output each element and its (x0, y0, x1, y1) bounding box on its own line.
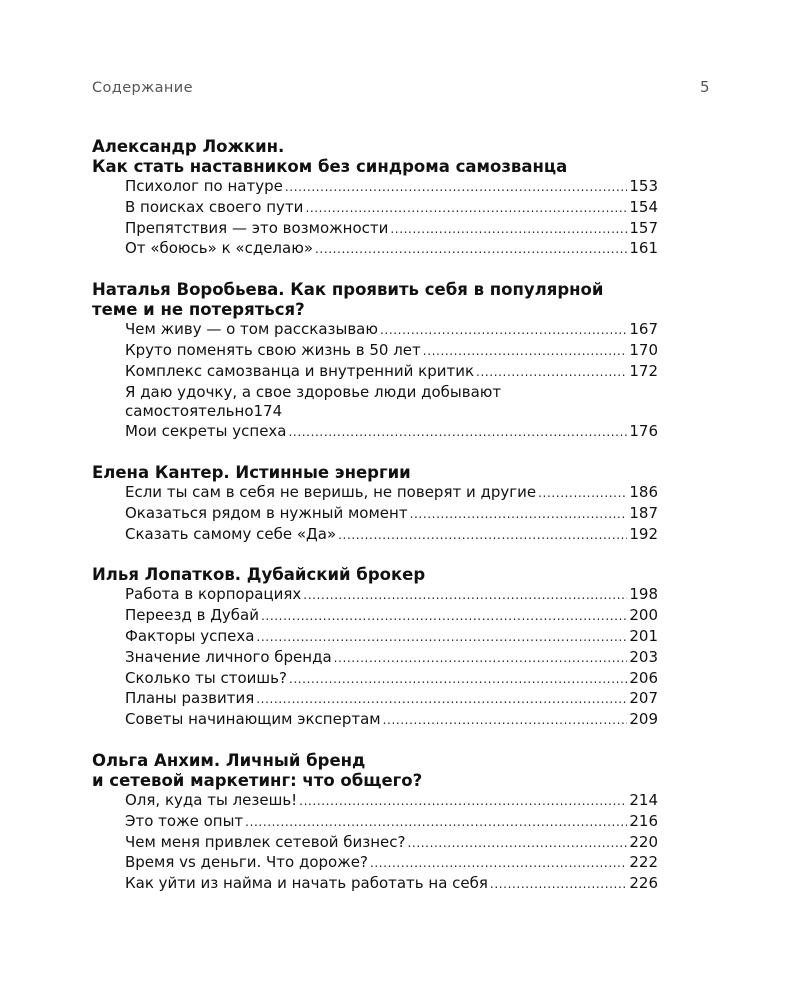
toc-entry-title: Оказаться рядом в нужный момент (125, 503, 408, 522)
toc-entry-title: Это тоже опыт (125, 811, 244, 830)
toc-entry-title: Круто поменять свою жизнь в 50 лет (125, 340, 421, 359)
toc-entry-title: Препятствия — это возможности (125, 218, 389, 237)
dot-leader (285, 178, 628, 198)
toc-entry[interactable] (125, 606, 658, 627)
toc-entry[interactable] (125, 627, 658, 648)
section-title-line: Елена Кантер. Истинные энергии (92, 462, 411, 482)
dot-leader (338, 526, 627, 546)
dot-leader (261, 607, 627, 627)
toc-entry-page: 222 (629, 853, 658, 872)
dot-leader (334, 649, 628, 669)
toc-entry-page: 200 (629, 606, 658, 625)
toc-entry-title: От «боюсь» к «сделаю» (125, 239, 314, 258)
toc-entry[interactable] (125, 833, 658, 854)
section-title-line: Ольга Анхим. Личный бренд (92, 750, 366, 770)
dot-leader (370, 854, 627, 874)
toc-entry-page: 216 (629, 811, 658, 830)
toc-entry-page: 174 (253, 402, 283, 421)
dot-leader (408, 834, 628, 854)
toc-entry-title: Сказать самому себе «Да» (125, 524, 337, 543)
dot-leader (245, 813, 627, 833)
toc-entry[interactable] (125, 362, 658, 383)
dot-leader (390, 220, 627, 240)
toc-entry-title: Чем меня привлек сетевой бизнес? (125, 832, 406, 851)
toc-entry-title: Значение личного бренда (125, 647, 332, 666)
toc-entry-page: 170 (629, 340, 658, 359)
dot-leader (289, 670, 627, 690)
toc-entry[interactable] (125, 198, 658, 219)
page-header (92, 78, 710, 96)
toc-entry-title: Сколько ты стоишь? (125, 668, 287, 687)
toc-entry-title: Советы начинающим экспертам (125, 710, 381, 729)
toc-entry-page: 203 (629, 647, 658, 666)
toc-section (92, 137, 658, 260)
toc-entry-page: 209 (629, 710, 658, 729)
toc-entry-page: 192 (629, 524, 658, 543)
toc-entry-page: 176 (629, 422, 658, 441)
toc-entry-title: самостоятельно (125, 402, 254, 421)
toc-entry[interactable] (125, 320, 658, 341)
toc-entry[interactable] (125, 177, 658, 198)
dot-leader (303, 586, 627, 606)
toc-entry[interactable] (125, 648, 658, 669)
toc-entry[interactable] (125, 710, 658, 731)
toc-entry-title-line: Я даю удочку, а свое здоровье люди добывают (125, 382, 502, 401)
toc-entry[interactable] (125, 669, 658, 690)
toc-entry-title: Факторы успеха (125, 626, 255, 645)
toc-entry-title: Комплекс самозванца и внутренний критик (125, 361, 475, 380)
toc-entry-title: Планы развития (125, 689, 255, 708)
toc-section (92, 280, 658, 443)
toc-entry[interactable] (125, 791, 658, 812)
toc-entry-page: 207 (629, 689, 658, 708)
toc-entry-page: 161 (629, 239, 658, 258)
toc-entry-title: Чем живу — о том рассказываю (125, 320, 378, 339)
toc-entry-title: Время vs деньги. Что дороже? (125, 853, 368, 872)
section-title-line: и сетевой маркетинг: что общего? (92, 770, 423, 790)
dot-leader (383, 711, 628, 731)
toc-entry-page: 214 (629, 790, 658, 809)
dot-leader (289, 423, 628, 443)
toc-entry[interactable] (125, 874, 658, 895)
table-of-contents (92, 137, 658, 915)
section-title-line: Александр Ложкин. (92, 137, 285, 156)
toc-entry-page: 226 (629, 874, 658, 893)
toc-entry[interactable] (125, 341, 658, 362)
toc-entry-page: 167 (629, 320, 658, 339)
toc-entry-page: 220 (629, 832, 658, 851)
toc-entry-title: Работа в корпорациях (125, 585, 302, 604)
toc-section (92, 751, 658, 895)
section-title-line: теме и не потеряться? (92, 300, 305, 320)
dot-leader (476, 363, 627, 383)
toc-entry[interactable] (125, 585, 658, 606)
toc-entry[interactable] (125, 239, 658, 260)
toc-entry-title: Психолог по натуре (125, 177, 283, 195)
toc-entry[interactable] (125, 483, 658, 504)
toc-entry-title: Если ты сам в себя не веришь, не поверят и другие (125, 482, 537, 501)
dot-leader (490, 875, 627, 895)
toc-entry-page: 172 (629, 361, 658, 380)
toc-entry[interactable] (125, 422, 658, 443)
toc-entry-title: В поисках своего пути (125, 197, 304, 216)
dot-leader (305, 199, 627, 219)
toc-entry[interactable] (125, 219, 658, 240)
toc-entry-page: 198 (629, 585, 658, 604)
page-number: 5 (700, 78, 710, 96)
toc-section (92, 565, 658, 731)
dot-leader (315, 240, 627, 260)
dot-leader (256, 690, 627, 710)
toc-entry-title: Оля, куда ты лезешь! (125, 790, 298, 809)
dot-leader (380, 321, 627, 341)
toc-entry[interactable] (125, 853, 658, 874)
toc-entry-title: Мои секреты успеха (125, 422, 287, 441)
toc-entry[interactable] (125, 383, 658, 423)
toc-entry-page: 153 (629, 177, 658, 195)
section-title-line: Как стать наставником без синдрома самозванца (92, 157, 568, 176)
toc-entry[interactable] (125, 525, 658, 546)
toc-entry-page: 187 (629, 503, 658, 522)
toc-entry-page: 201 (629, 626, 658, 645)
section-title-line: Илья Лопатков. Дубайский брокер (92, 565, 426, 585)
section-title-line: Наталья Воробьева. Как проявить себя в популярной (92, 280, 604, 300)
toc-entry-page: 206 (629, 668, 658, 687)
dot-leader (410, 505, 628, 525)
toc-section (92, 463, 658, 545)
toc-entry-title: Как уйти из найма и начать работать на себя (125, 874, 488, 893)
toc-entry[interactable] (125, 504, 658, 525)
dot-leader (423, 342, 628, 362)
toc-entry[interactable] (125, 689, 658, 710)
toc-entry-page: 186 (629, 482, 658, 501)
toc-entry-page: 154 (629, 197, 658, 216)
toc-entry-title: Переезд в Дубай (125, 606, 259, 625)
dot-leader (256, 628, 627, 648)
dot-leader (538, 484, 627, 504)
toc-entry-page: 157 (629, 218, 658, 237)
running-header-title: Содержание (92, 80, 193, 96)
toc-entry[interactable] (125, 812, 658, 833)
dot-leader (299, 792, 627, 812)
